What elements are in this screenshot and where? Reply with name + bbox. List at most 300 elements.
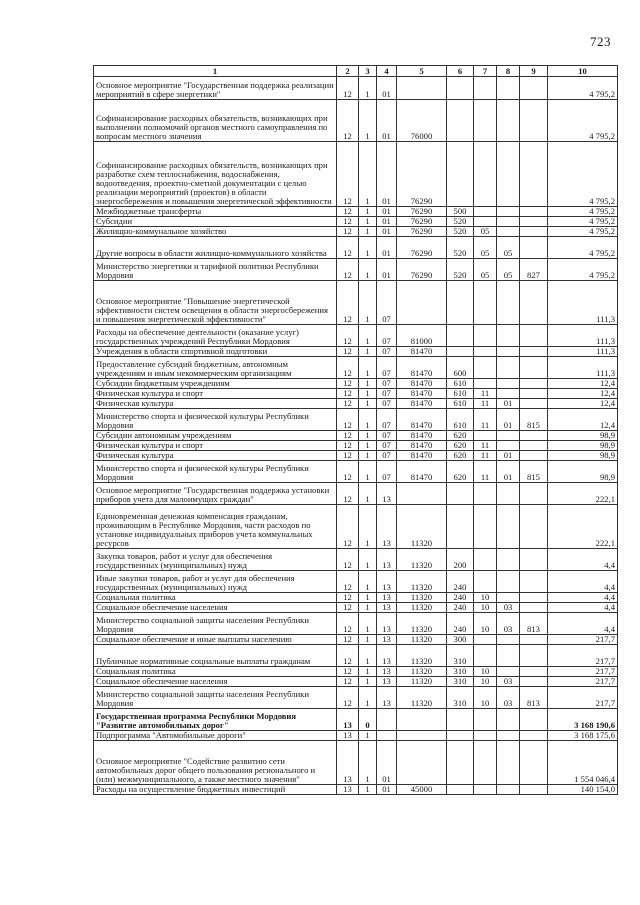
- row-code-cell: 13: [377, 645, 397, 667]
- row-code-cell: 07: [377, 409, 397, 431]
- row-code-cell: 12: [337, 505, 359, 549]
- row-code-cell: [497, 645, 520, 667]
- row-code-cell: [497, 483, 520, 505]
- row-code-cell: 76000: [397, 100, 447, 142]
- row-code-cell: 76290: [397, 142, 447, 207]
- row-code-cell: 13: [377, 677, 397, 687]
- row-amount-cell: 98,9: [548, 451, 618, 461]
- row-code-cell: 620: [447, 441, 474, 451]
- row-code-cell: 12: [337, 441, 359, 451]
- row-code-cell: 1: [359, 389, 377, 399]
- column-header: 2: [337, 66, 359, 77]
- row-code-cell: 11320: [397, 549, 447, 571]
- row-code-cell: [377, 709, 397, 731]
- row-code-cell: 12: [337, 461, 359, 483]
- row-code-cell: 12: [337, 207, 359, 217]
- row-code-cell: 11: [474, 409, 497, 431]
- row-code-cell: [520, 549, 548, 571]
- row-code-cell: [447, 77, 474, 100]
- row-code-cell: [447, 741, 474, 785]
- row-code-cell: 1: [359, 357, 377, 379]
- row-code-cell: 11320: [397, 645, 447, 667]
- row-code-cell: [497, 505, 520, 549]
- row-name-cell: Основное мероприятие "Государственная поддержка установки приборов учета для малоимущих граждан": [94, 483, 337, 505]
- row-code-cell: 07: [377, 379, 397, 389]
- row-code-cell: 81470: [397, 451, 447, 461]
- row-amount-cell: 111,3: [548, 357, 618, 379]
- row-amount-cell: 140 154,0: [548, 785, 618, 795]
- row-code-cell: 240: [447, 603, 474, 613]
- row-code-cell: 1: [359, 785, 377, 795]
- row-code-cell: [474, 281, 497, 325]
- row-code-cell: [520, 635, 548, 645]
- row-name-cell: Закупка товаров, работ и услуг для обеспечения государственных (муниципальных) нужд: [94, 549, 337, 571]
- row-name-cell: Социальное обеспечение и иные выплаты населению: [94, 635, 337, 645]
- row-code-cell: 1: [359, 593, 377, 603]
- row-code-cell: [497, 593, 520, 603]
- row-name-cell: Физическая культура: [94, 451, 337, 461]
- row-name-cell: Социальная политика: [94, 667, 337, 677]
- row-code-cell: 1: [359, 613, 377, 635]
- row-amount-cell: 4 795,2: [548, 217, 618, 227]
- row-code-cell: 1: [359, 677, 377, 687]
- row-amount-cell: 4 795,2: [548, 237, 618, 259]
- row-code-cell: 610: [447, 399, 474, 409]
- row-name-cell: Основное мероприятие "Содействие развитию сети автомобильных дорог общего пользования регионального и (или) межмуниципального, а также местного значения": [94, 741, 337, 785]
- column-header: 8: [497, 66, 520, 77]
- row-code-cell: 07: [377, 281, 397, 325]
- row-name-cell: Субсидии: [94, 217, 337, 227]
- row-code-cell: 10: [474, 593, 497, 603]
- row-code-cell: 13: [377, 483, 397, 505]
- row-code-cell: [397, 709, 447, 731]
- row-code-cell: 310: [447, 667, 474, 677]
- row-code-cell: 12: [337, 593, 359, 603]
- row-code-cell: 11: [474, 461, 497, 483]
- row-amount-cell: 111,3: [548, 325, 618, 347]
- table-row: [94, 325, 618, 347]
- row-code-cell: 1: [359, 741, 377, 785]
- row-code-cell: 13: [337, 731, 359, 741]
- header-row: [94, 66, 618, 77]
- row-code-cell: 12: [337, 451, 359, 461]
- row-code-cell: 05: [497, 259, 520, 281]
- row-amount-cell: 3 168 190,6: [548, 709, 618, 731]
- row-code-cell: 813: [520, 687, 548, 709]
- row-code-cell: 05: [474, 227, 497, 237]
- row-code-cell: 12: [337, 142, 359, 207]
- row-code-cell: 13: [377, 549, 397, 571]
- row-code-cell: 11320: [397, 613, 447, 635]
- row-code-cell: [497, 142, 520, 207]
- row-code-cell: [397, 731, 447, 741]
- row-code-cell: 12: [337, 325, 359, 347]
- row-code-cell: 1: [359, 645, 377, 667]
- row-code-cell: 76290: [397, 227, 447, 237]
- row-code-cell: 827: [520, 259, 548, 281]
- row-name-cell: Субсидии автономным учреждениям: [94, 431, 337, 441]
- row-amount-cell: 222,1: [548, 505, 618, 549]
- row-code-cell: [520, 379, 548, 389]
- row-code-cell: [497, 100, 520, 142]
- row-code-cell: 1: [359, 281, 377, 325]
- row-name-cell: Социальное обеспечение населения: [94, 603, 337, 613]
- row-name-cell: Жилищно-коммунальное хозяйство: [94, 227, 337, 237]
- row-name-cell: Основное мероприятие "Повышение энергетической эффективности систем освещения в области энергосбережения и повышения энергетической эффективности": [94, 281, 337, 325]
- row-name-cell: Социальная политика: [94, 593, 337, 603]
- table-row: [94, 549, 618, 571]
- row-code-cell: 81470: [397, 409, 447, 431]
- row-code-cell: 1: [359, 549, 377, 571]
- row-code-cell: 610: [447, 389, 474, 399]
- row-amount-cell: 217,7: [548, 667, 618, 677]
- row-code-cell: [447, 325, 474, 347]
- row-code-cell: [520, 441, 548, 451]
- table-row: [94, 357, 618, 379]
- row-amount-cell: 4 795,2: [548, 207, 618, 217]
- row-code-cell: 1: [359, 483, 377, 505]
- table-row: [94, 613, 618, 635]
- row-code-cell: [497, 549, 520, 571]
- table-row: [94, 227, 618, 237]
- page-number: 723: [590, 34, 611, 49]
- row-code-cell: [474, 571, 497, 593]
- row-code-cell: [497, 207, 520, 217]
- row-amount-cell: 4,4: [548, 549, 618, 571]
- row-code-cell: 81000: [397, 325, 447, 347]
- row-code-cell: [520, 603, 548, 613]
- row-code-cell: 13: [337, 709, 359, 731]
- row-code-cell: 200: [447, 549, 474, 571]
- row-code-cell: 300: [447, 635, 474, 645]
- row-code-cell: [474, 505, 497, 549]
- row-code-cell: 12: [337, 635, 359, 645]
- row-code-cell: [447, 281, 474, 325]
- row-code-cell: 81470: [397, 399, 447, 409]
- row-code-cell: [497, 389, 520, 399]
- row-code-cell: 12: [337, 399, 359, 409]
- row-code-cell: [520, 571, 548, 593]
- row-amount-cell: 4,4: [548, 603, 618, 613]
- row-code-cell: 12: [337, 77, 359, 100]
- row-name-cell: Государственная программа Республики Мордовия "Развитие автомобильных дорог": [94, 709, 337, 731]
- row-code-cell: 03: [497, 687, 520, 709]
- row-amount-cell: 217,7: [548, 687, 618, 709]
- row-code-cell: 11320: [397, 603, 447, 613]
- row-code-cell: 1: [359, 259, 377, 281]
- row-amount-cell: 217,7: [548, 635, 618, 645]
- row-amount-cell: 4 795,2: [548, 100, 618, 142]
- row-code-cell: [497, 731, 520, 741]
- row-name-cell: Подпрограмма "Автомобильные дороги": [94, 731, 337, 741]
- row-name-cell: Учреждения в области спортивной подготовки: [94, 347, 337, 357]
- row-code-cell: 01: [377, 77, 397, 100]
- row-code-cell: 13: [377, 613, 397, 635]
- row-amount-cell: 222,1: [548, 483, 618, 505]
- row-code-cell: 12: [337, 677, 359, 687]
- row-code-cell: 12: [337, 389, 359, 399]
- row-amount-cell: 3 168 175,6: [548, 731, 618, 741]
- row-code-cell: [497, 347, 520, 357]
- row-code-cell: 310: [447, 645, 474, 667]
- row-amount-cell: 98,9: [548, 441, 618, 451]
- row-code-cell: 12: [337, 237, 359, 259]
- row-code-cell: [474, 741, 497, 785]
- row-code-cell: [497, 709, 520, 731]
- row-amount-cell: 4 795,2: [548, 227, 618, 237]
- table-row: [94, 709, 618, 731]
- table-row: [94, 571, 618, 593]
- row-code-cell: 12: [337, 409, 359, 431]
- row-amount-cell: 111,3: [548, 347, 618, 357]
- row-code-cell: 13: [377, 603, 397, 613]
- row-code-cell: [474, 483, 497, 505]
- row-name-cell: Физическая культура и спорт: [94, 441, 337, 451]
- row-code-cell: 07: [377, 347, 397, 357]
- row-code-cell: 1: [359, 77, 377, 100]
- column-header: 5: [397, 66, 447, 77]
- row-code-cell: 520: [447, 217, 474, 227]
- row-code-cell: 1: [359, 667, 377, 677]
- row-code-cell: 815: [520, 461, 548, 483]
- row-name-cell: Межбюджетные трансферты: [94, 207, 337, 217]
- row-code-cell: 12: [337, 431, 359, 441]
- row-code-cell: [497, 441, 520, 451]
- row-code-cell: [447, 785, 474, 795]
- row-code-cell: 12: [337, 259, 359, 281]
- row-code-cell: 1: [359, 431, 377, 441]
- table-row: [94, 741, 618, 785]
- row-amount-cell: 12,4: [548, 389, 618, 399]
- row-code-cell: 11: [474, 451, 497, 461]
- row-code-cell: [397, 741, 447, 785]
- row-code-cell: 10: [474, 667, 497, 677]
- row-code-cell: 81470: [397, 431, 447, 441]
- row-amount-cell: 98,9: [548, 461, 618, 483]
- table-row: [94, 217, 618, 227]
- row-code-cell: 01: [497, 399, 520, 409]
- row-code-cell: 13: [337, 741, 359, 785]
- row-name-cell: Министерство энергетики и тарифной политики Республики Мордовия: [94, 259, 337, 281]
- row-code-cell: 01: [377, 741, 397, 785]
- row-code-cell: 05: [474, 259, 497, 281]
- row-code-cell: 1: [359, 409, 377, 431]
- row-code-cell: [497, 741, 520, 785]
- row-code-cell: 620: [447, 461, 474, 483]
- table-row: [94, 505, 618, 549]
- table-row: [94, 687, 618, 709]
- table-row: [94, 677, 618, 687]
- row-code-cell: 11320: [397, 667, 447, 677]
- row-code-cell: 13: [337, 785, 359, 795]
- row-code-cell: 520: [447, 227, 474, 237]
- table-row: [94, 207, 618, 217]
- row-code-cell: 01: [497, 461, 520, 483]
- row-code-cell: 11320: [397, 571, 447, 593]
- row-name-cell: Субсидии бюджетным учреждениям: [94, 379, 337, 389]
- row-amount-cell: 12,4: [548, 409, 618, 431]
- row-code-cell: [520, 785, 548, 795]
- row-code-cell: [520, 741, 548, 785]
- row-code-cell: 1: [359, 237, 377, 259]
- row-code-cell: 10: [474, 613, 497, 635]
- row-code-cell: 1: [359, 325, 377, 347]
- row-code-cell: [447, 347, 474, 357]
- row-code-cell: 13: [377, 687, 397, 709]
- row-code-cell: 01: [377, 217, 397, 227]
- row-code-cell: [520, 100, 548, 142]
- row-code-cell: [520, 709, 548, 731]
- row-code-cell: [497, 571, 520, 593]
- row-code-cell: [397, 281, 447, 325]
- row-code-cell: 10: [474, 687, 497, 709]
- row-code-cell: [497, 281, 520, 325]
- row-code-cell: [474, 77, 497, 100]
- row-code-cell: 310: [447, 677, 474, 687]
- row-code-cell: 05: [497, 237, 520, 259]
- row-code-cell: 01: [497, 409, 520, 431]
- table-row: [94, 441, 618, 451]
- row-code-cell: 813: [520, 613, 548, 635]
- row-code-cell: [520, 451, 548, 461]
- row-code-cell: 10: [474, 677, 497, 687]
- row-code-cell: 12: [337, 667, 359, 677]
- row-amount-cell: 4 795,2: [548, 77, 618, 100]
- budget-table: [93, 65, 618, 795]
- row-code-cell: [447, 100, 474, 142]
- table-row: [94, 785, 618, 795]
- row-name-cell: Основное мероприятие "Государственная поддержка реализации мероприятий в сфере энергетики": [94, 77, 337, 100]
- table-row: [94, 77, 618, 100]
- row-code-cell: 07: [377, 441, 397, 451]
- row-name-cell: Публичные нормативные социальные выплаты гражданам: [94, 645, 337, 667]
- row-code-cell: [447, 483, 474, 505]
- row-code-cell: 05: [474, 237, 497, 259]
- row-amount-cell: 4,4: [548, 613, 618, 635]
- row-amount-cell: 4,4: [548, 593, 618, 603]
- row-code-cell: 10: [474, 603, 497, 613]
- column-header: 10: [548, 66, 618, 77]
- row-amount-cell: 98,9: [548, 431, 618, 441]
- row-code-cell: 76290: [397, 217, 447, 227]
- row-code-cell: [474, 100, 497, 142]
- table-row: [94, 667, 618, 677]
- row-code-cell: [497, 667, 520, 677]
- row-code-cell: 12: [337, 687, 359, 709]
- table-row: [94, 281, 618, 325]
- row-code-cell: [497, 635, 520, 645]
- row-code-cell: [377, 731, 397, 741]
- row-code-cell: 13: [377, 635, 397, 645]
- row-code-cell: [474, 217, 497, 227]
- row-code-cell: [474, 207, 497, 217]
- row-code-cell: 01: [377, 237, 397, 259]
- row-amount-cell: 1 554 046,4: [548, 741, 618, 785]
- row-code-cell: [520, 593, 548, 603]
- row-code-cell: 1: [359, 505, 377, 549]
- row-name-cell: Социальное обеспечение населения: [94, 677, 337, 687]
- row-name-cell: Министерство спорта и физической культуры Республики Мордовия: [94, 461, 337, 483]
- row-code-cell: 310: [447, 687, 474, 709]
- row-code-cell: 07: [377, 431, 397, 441]
- row-code-cell: 240: [447, 571, 474, 593]
- row-code-cell: [520, 505, 548, 549]
- table-row: [94, 483, 618, 505]
- row-code-cell: [520, 347, 548, 357]
- row-code-cell: 12: [337, 227, 359, 237]
- row-code-cell: [474, 731, 497, 741]
- table-row: [94, 603, 618, 613]
- row-code-cell: 11320: [397, 677, 447, 687]
- table-row: [94, 409, 618, 431]
- row-code-cell: 01: [377, 100, 397, 142]
- row-code-cell: [474, 431, 497, 441]
- table-body: [94, 77, 618, 795]
- row-code-cell: [520, 325, 548, 347]
- row-amount-cell: 4,4: [548, 571, 618, 593]
- row-code-cell: 1: [359, 687, 377, 709]
- row-code-cell: [497, 227, 520, 237]
- column-header: 4: [377, 66, 397, 77]
- table-row: [94, 635, 618, 645]
- row-code-cell: [520, 357, 548, 379]
- row-code-cell: [474, 709, 497, 731]
- row-code-cell: 07: [377, 461, 397, 483]
- table-row: [94, 347, 618, 357]
- row-code-cell: 11320: [397, 687, 447, 709]
- row-code-cell: 620: [447, 451, 474, 461]
- row-code-cell: [474, 645, 497, 667]
- row-code-cell: 520: [447, 237, 474, 259]
- row-code-cell: 76290: [397, 207, 447, 217]
- row-code-cell: 610: [447, 409, 474, 431]
- row-code-cell: [447, 709, 474, 731]
- row-name-cell: Софинансирование расходных обязательств, возникающих при разработке схем теплоснабжения, водоснабжения, водоотведения, проектно-сметной документации с целью реализации мероприятий (проектов) в области энергосбережения и повышения энергетической эффективности: [94, 142, 337, 207]
- row-code-cell: 03: [497, 603, 520, 613]
- row-code-cell: 03: [497, 613, 520, 635]
- row-code-cell: 81470: [397, 357, 447, 379]
- row-code-cell: 12: [337, 603, 359, 613]
- row-name-cell: Министерство социальной защиты населения Республики Мордовия: [94, 687, 337, 709]
- row-code-cell: 1: [359, 347, 377, 357]
- row-code-cell: 81470: [397, 461, 447, 483]
- row-code-cell: 1: [359, 603, 377, 613]
- row-code-cell: [397, 483, 447, 505]
- row-code-cell: 1: [359, 100, 377, 142]
- row-code-cell: [497, 785, 520, 795]
- row-code-cell: 1: [359, 451, 377, 461]
- row-code-cell: 11: [474, 441, 497, 451]
- row-code-cell: 07: [377, 325, 397, 347]
- row-code-cell: 1: [359, 379, 377, 389]
- row-code-cell: [520, 483, 548, 505]
- row-name-cell: Расходы на осуществление бюджетных инвестиций: [94, 785, 337, 795]
- row-code-cell: 240: [447, 613, 474, 635]
- row-code-cell: 12: [337, 483, 359, 505]
- row-code-cell: 01: [377, 785, 397, 795]
- table-row: [94, 593, 618, 603]
- row-code-cell: 11: [474, 399, 497, 409]
- row-amount-cell: 217,7: [548, 677, 618, 687]
- row-code-cell: 12: [337, 613, 359, 635]
- row-code-cell: 1: [359, 227, 377, 237]
- row-code-cell: 1: [359, 207, 377, 217]
- row-code-cell: 13: [377, 593, 397, 603]
- row-code-cell: [497, 77, 520, 100]
- row-code-cell: 0: [359, 709, 377, 731]
- row-code-cell: [474, 785, 497, 795]
- row-code-cell: [497, 379, 520, 389]
